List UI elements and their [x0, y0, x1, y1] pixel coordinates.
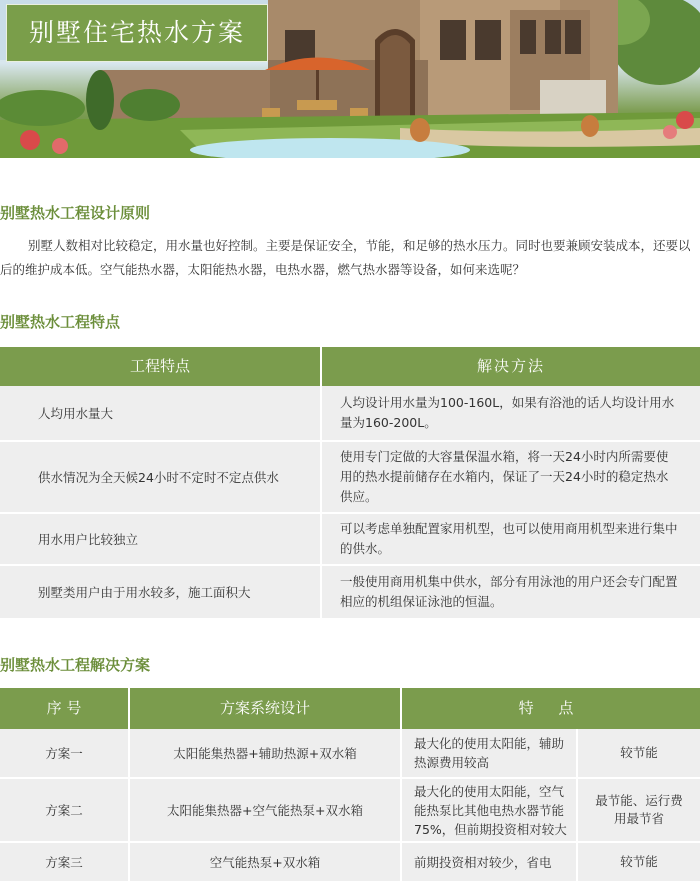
principle-paragraph: 别墅人数相对比较稳定，用水量也好控制。主要是保证安全，节能，和足够的热水压力。同时也要兼顾安装成本，还要以后的维护成本低。空气能热水器，太阳能热水器，电热水器，燃气热水器等设备，如何来选呢？ [0, 238, 691, 277]
feature-cell: 人均用水量大 [0, 386, 322, 440]
table-row [0, 843, 700, 883]
solution-cell: 人均设计用水量为100-160L，如果有浴池的话人均设计用水量为160-200L。 [322, 386, 700, 440]
plan-number-cell: 方案三 [0, 843, 130, 881]
table-row [0, 442, 700, 514]
features-table-header [0, 347, 700, 386]
plan-number-cell: 方案一 [0, 729, 130, 777]
table-row [0, 386, 700, 442]
feature-cell: 供水情况为全天候24小时不定时不定点供水 [0, 442, 322, 512]
solutions-table-header [0, 688, 700, 729]
banner-image [0, 0, 700, 158]
header-design: 方案系统设计 [130, 688, 402, 729]
table-row [0, 514, 700, 566]
solutions-table [0, 688, 700, 883]
solution-cell: 可以考虑单独配置家用机型，也可以使用商用机型来进行集中的供水。 [322, 514, 700, 564]
plan-rating-cell: 较节能 [578, 843, 700, 881]
header-features: 特 点 [402, 688, 700, 729]
feature-cell: 用水用户比较独立 [0, 514, 322, 564]
header-solution: 解决方法 [322, 347, 700, 386]
solution-cell: 一般使用商用机集中供水，部分有用泳池的用户还会专门配置相应的机组保证泳池的恒温。 [322, 566, 700, 618]
section-title-solutions: 别墅热水工程解决方案 [0, 656, 151, 674]
plan-detail-cell: 最大化的使用太阳能，空气能热泵比其他电热水器节能75%，但前期投资相对较大 [402, 779, 578, 841]
plan-number-cell: 方案二 [0, 779, 130, 841]
features-table [0, 347, 700, 620]
header-number: 序 号 [0, 688, 130, 729]
plan-rating-cell: 最节能、运行费用最节省 [578, 779, 700, 841]
plan-detail-cell: 最大化的使用太阳能，辅助热源费用较高 [402, 729, 578, 777]
section-title-features: 别墅热水工程特点 [0, 313, 121, 331]
table-row [0, 779, 700, 843]
plan-design-cell: 太阳能集热器+空气能热泵+双水箱 [130, 779, 402, 841]
feature-cell: 别墅类用户由于用水较多，施工面积大 [0, 566, 322, 618]
plan-design-cell: 空气能热泵+双水箱 [130, 843, 402, 881]
table-row [0, 729, 700, 779]
header-feature: 工程特点 [0, 347, 322, 386]
section-title-principle: 别墅热水工程设计原则 [0, 204, 151, 222]
page-title: 别墅住宅热水方案 [28, 18, 245, 47]
solution-cell: 使用专门定做的大容量保温水箱，将一天24小时内所需要使用的热水提前储存在水箱内，保证了一天24小时的稳定热水供应。 [322, 442, 700, 512]
table-row [0, 566, 700, 620]
plan-detail-cell: 前期投资相对较少，省电 [402, 843, 578, 881]
plan-rating-cell: 较节能 [578, 729, 700, 777]
plan-design-cell: 太阳能集热器+辅助热源+双水箱 [130, 729, 402, 777]
